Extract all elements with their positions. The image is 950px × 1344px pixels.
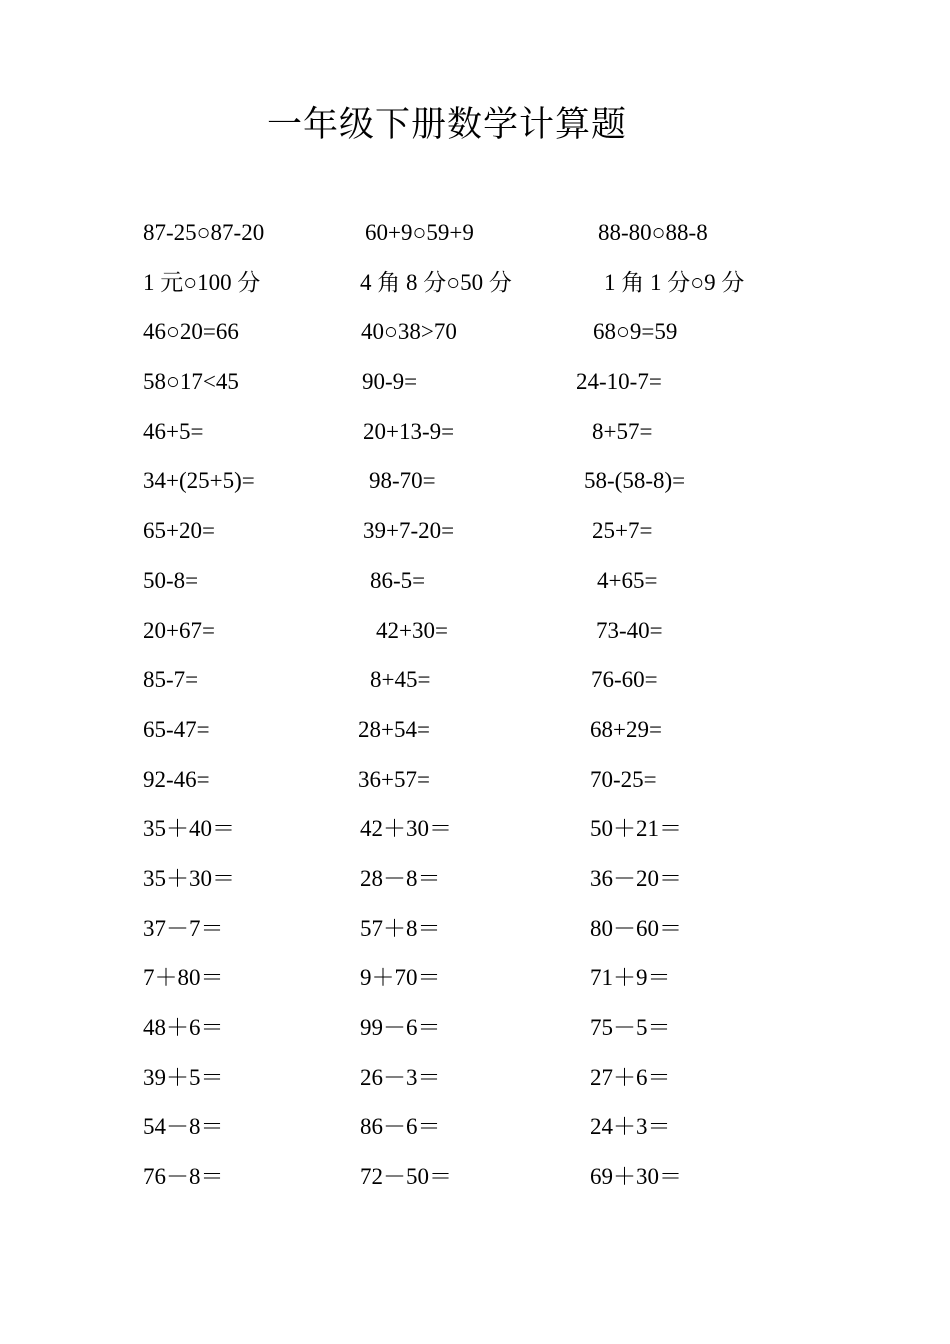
math-problem: 69＋30＝ — [590, 1164, 682, 1190]
math-problem: 60+9○59+9 — [365, 220, 474, 245]
math-problem: 65+20= — [143, 518, 215, 544]
math-problem: 99－6＝ — [360, 1015, 441, 1040]
math-problem: 98-70= — [369, 468, 436, 494]
worksheet-title: 一年级下册数学计算题 — [267, 105, 628, 144]
math-problem: 92-46= — [143, 766, 210, 792]
problem-row — [0, 359, 950, 409]
math-problem: 80－60＝ — [590, 915, 682, 941]
math-problem: 35＋30＝ — [143, 865, 235, 891]
math-problem: 50＋21＝ — [590, 816, 682, 842]
math-problem: 28+54= — [358, 716, 430, 742]
math-problem: 48＋6＝ — [143, 1015, 224, 1040]
math-problem: 57＋8＝ — [360, 915, 441, 941]
math-problem: 24-10-7= — [576, 369, 662, 395]
math-problem: 90-9= — [362, 369, 418, 395]
math-problem: 42+30= — [376, 617, 448, 643]
math-problem: 4+65= — [597, 567, 658, 593]
math-problem: 76－8＝ — [143, 1164, 224, 1190]
problem-grid — [0, 210, 950, 1204]
math-problem: 26－3＝ — [360, 1064, 441, 1090]
math-problem: 20+67= — [143, 617, 215, 643]
problem-row — [0, 1005, 950, 1055]
math-problem: 86－6＝ — [360, 1114, 441, 1140]
problem-row — [0, 1055, 950, 1105]
problem-row — [0, 260, 950, 310]
problem-row — [0, 508, 950, 558]
math-problem: 75－5＝ — [590, 1015, 671, 1040]
math-problem: 36－20＝ — [590, 865, 682, 891]
math-problem: 39+7-20= — [363, 518, 455, 544]
math-problem: 24＋3＝ — [590, 1114, 671, 1140]
math-problem: 27＋6＝ — [590, 1064, 671, 1090]
math-problem: 8+45= — [370, 667, 431, 693]
math-problem: 58-(58-8)= — [584, 468, 686, 494]
math-problem: 88-80○88-8 — [598, 220, 708, 245]
problem-row — [0, 210, 950, 260]
math-problem: 46○20=66 — [143, 319, 239, 345]
problem-row — [0, 458, 950, 508]
math-problem: 42＋30＝ — [360, 816, 452, 842]
problem-row — [0, 1154, 950, 1204]
math-problem: 68○9=59 — [593, 319, 678, 345]
math-problem: 1 角 1 分○9 分 — [604, 269, 745, 295]
math-problem: 71＋9＝ — [590, 965, 671, 991]
problem-row — [0, 558, 950, 608]
math-problem: 39＋5＝ — [143, 1064, 224, 1090]
problem-row — [0, 707, 950, 757]
math-problem: 50-8= — [143, 567, 199, 593]
math-problem: 40○38>70 — [361, 319, 457, 345]
math-problem: 85-7= — [143, 667, 199, 693]
problem-row — [0, 409, 950, 459]
problem-row — [0, 608, 950, 658]
problem-row — [0, 1104, 950, 1154]
math-problem: 34+(25+5)= — [143, 468, 255, 494]
math-problem: 37－7＝ — [143, 915, 224, 941]
math-problem: 73-40= — [596, 617, 663, 643]
math-problem: 35＋40＝ — [143, 816, 235, 842]
math-problem: 25+7= — [592, 518, 653, 544]
problem-row — [0, 309, 950, 359]
math-problem: 28－8＝ — [360, 865, 441, 891]
math-problem: 46+5= — [143, 418, 204, 444]
problem-row — [0, 657, 950, 707]
math-problem: 72－50＝ — [360, 1164, 452, 1190]
math-problem: 70-25= — [590, 766, 657, 792]
math-problem: 20+13-9= — [363, 418, 455, 444]
math-problem: 76-60= — [591, 667, 658, 693]
math-problem: 54－8＝ — [143, 1114, 224, 1140]
problem-row — [0, 757, 950, 807]
math-problem: 58○17<45 — [143, 369, 239, 395]
math-problem: 86-5= — [370, 567, 426, 593]
math-problem: 87-25○87-20 — [143, 220, 265, 245]
problem-row — [0, 806, 950, 856]
math-problem: 7＋80＝ — [143, 965, 224, 991]
math-problem: 4 角 8 分○50 分 — [360, 269, 512, 295]
math-problem: 36+57= — [358, 766, 430, 792]
math-problem: 8+57= — [592, 418, 653, 444]
problem-row — [0, 955, 950, 1005]
problem-row — [0, 856, 950, 906]
math-problem: 65-47= — [143, 716, 210, 742]
math-problem: 9＋70＝ — [360, 965, 441, 991]
problem-row — [0, 906, 950, 956]
math-problem: 68+29= — [590, 716, 662, 742]
math-problem: 1 元○100 分 — [143, 269, 261, 295]
